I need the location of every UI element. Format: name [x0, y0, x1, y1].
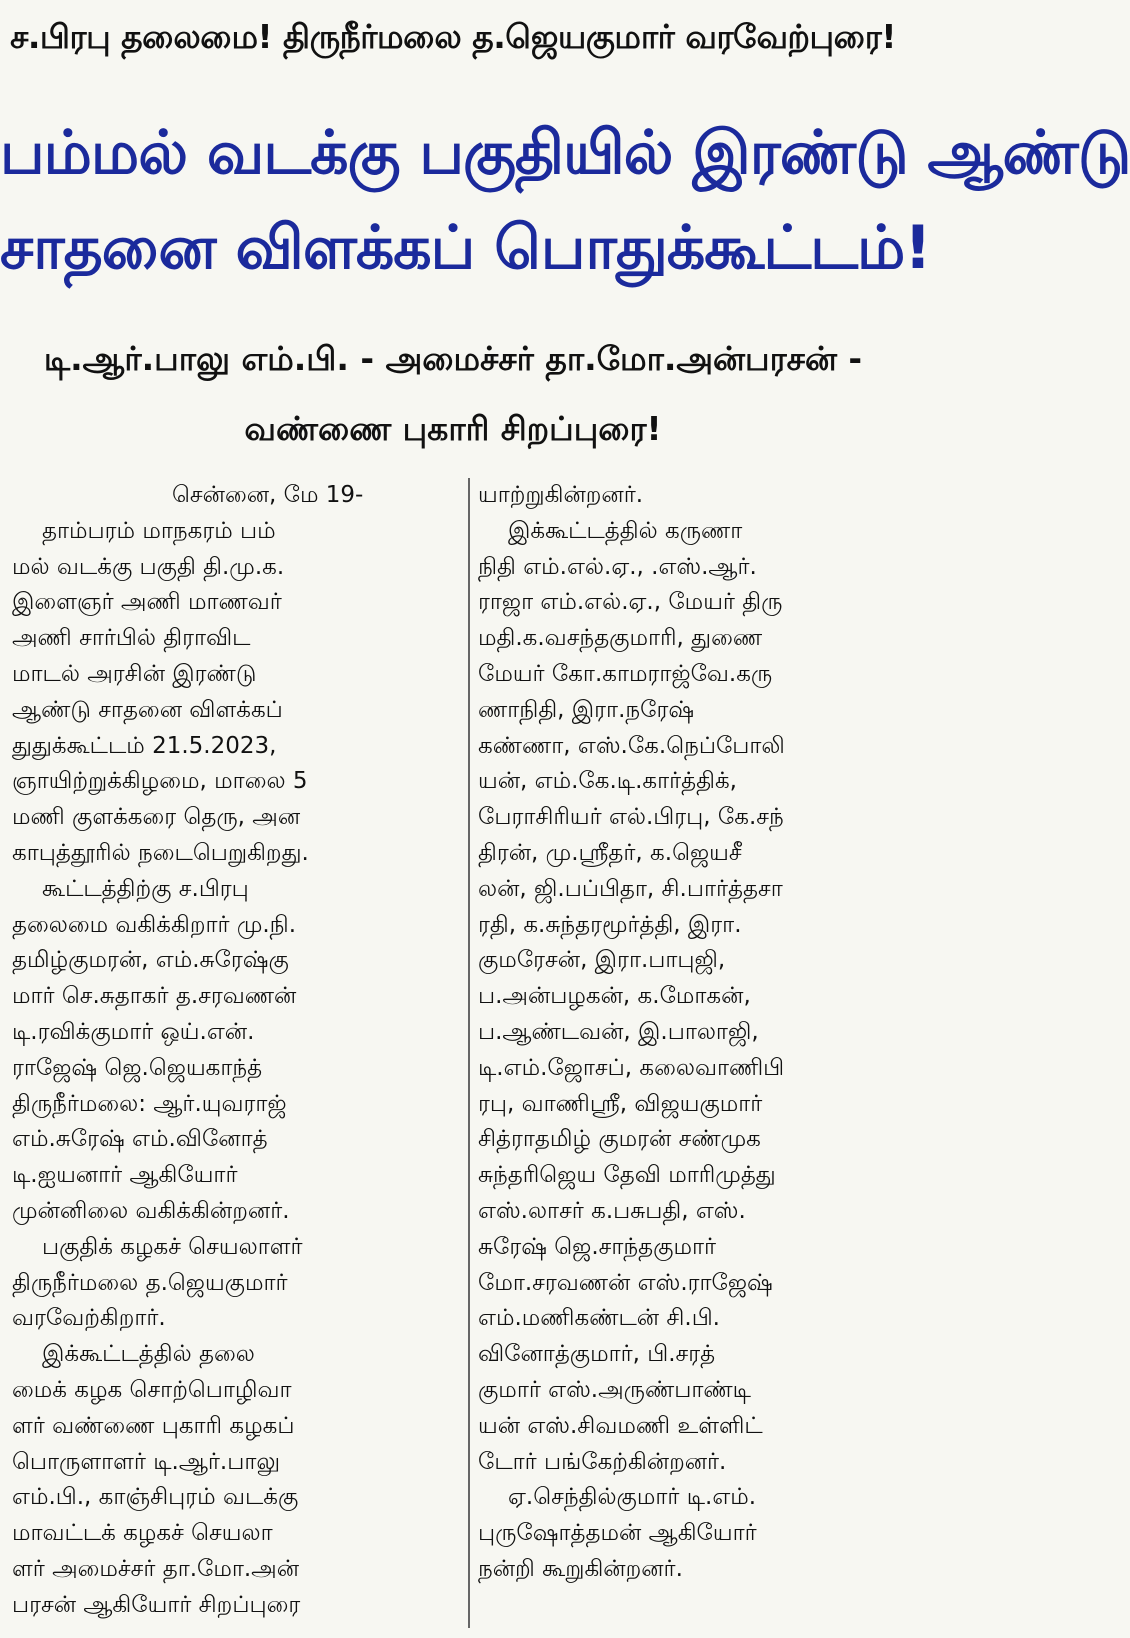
article-line: சித்ராதமிழ் குமரன் சண்முக — [478, 1126, 761, 1153]
article-line: திரன், மு.ஸ்ரீதர், க.ஜெயசீ — [478, 839, 742, 866]
article-line: டி.ரவிக்குமார் ஒய்.என். — [12, 1018, 255, 1045]
article-line: முன்னிலை வகிக்கின்றனர். — [12, 1197, 290, 1224]
subheadline-line-2: வண்ணை புகாரி சிறப்புரை! — [244, 409, 662, 448]
article-line: சுரேஷ் ஜெ.சாந்தகுமார் — [478, 1233, 716, 1260]
article-line: மல் வடக்கு பகுதி தி.மு.க. — [12, 553, 285, 580]
article-line: பொருளாளர் டி.ஆர்.பாலு — [12, 1448, 281, 1475]
article-line: மோ.சரவணன் எஸ்.ராஜேஷ் — [478, 1269, 773, 1296]
article-line: லன், ஜி.பப்பிதா, சி.பார்த்தசா — [478, 875, 783, 902]
article-line: மதி.க.வசந்தகுமாரி, துணை — [478, 625, 763, 652]
article-line: ஆண்டு சாதனை விளக்கப் — [12, 696, 283, 723]
article-line: அணி சார்பில் திராவிட — [12, 625, 251, 652]
article-line: ளர் அமைச்சர் தா.மோ.அன் — [12, 1555, 300, 1582]
article-line: ராஜேஷ் ஜெ.ஜெயகாந்த் — [12, 1054, 263, 1081]
article-line: நிதி எம்.எல்.ஏ., .எஸ்.ஆர். — [478, 553, 757, 580]
column-divider — [468, 478, 470, 1628]
article-column-right — [478, 478, 908, 1588]
article-line: தலைமை வகிக்கிறார் மு.நி. — [12, 911, 297, 938]
article-line: வரவேற்கிறார். — [12, 1305, 166, 1332]
article-line: மார் செ.சுதாகர் த.சரவணன் — [12, 983, 297, 1010]
article-line: துதுக்கூட்டம் 21.5.2023, — [12, 732, 277, 759]
article-line: புருஷோத்தமன் ஆகியோர் — [478, 1520, 757, 1547]
article-line: பேராசிரியர் எல்.பிரபு, கே.சந் — [478, 804, 784, 831]
article-line: இக்கூட்டத்தில் தலை — [42, 1341, 255, 1368]
article-line: எம்.பி., காஞ்சிபுரம் வடக்கு — [12, 1484, 299, 1511]
article-line: டோர் பங்கேற்கின்றனர். — [478, 1448, 727, 1475]
article-line: பரசன் ஆகியோர் சிறப்புரை — [12, 1591, 301, 1618]
article-line: ஞாயிற்றுக்கிழமை, மாலை 5 — [12, 768, 308, 795]
article-line: யன், எம்.கே.டி.கார்த்திக், — [478, 768, 737, 795]
article-line: பகுதிக் கழகச் செயலாளர் — [42, 1233, 303, 1260]
article-line: எம்.சுரேஷ் எம்.வினோத் — [12, 1126, 268, 1153]
article-line: கூட்டத்திற்கு ச.பிரபு — [42, 875, 249, 902]
article-line: ஏ.செந்தில்குமார் டி.எம். — [508, 1484, 757, 1511]
article-line: ரதி, க.சுந்தரமூர்த்தி, இரா. — [478, 911, 742, 938]
headline-line-2: சாதனை விளக்கப் பொதுக்கூட்டம்! — [0, 213, 931, 283]
article-line: குமரேசன், இரா.பாபுஜி, — [478, 947, 726, 974]
article-line: மாடல் அரசின் இரண்டு — [12, 660, 257, 687]
article-line: யாற்றுகின்றனர். — [478, 482, 644, 508]
article-line: திருநீர்மலை த.ஜெயகுமார் — [12, 1269, 288, 1296]
article-line: திருநீர்மலை: ஆர்.யுவராஜ் — [12, 1090, 287, 1117]
article-line: இக்கூட்டத்தில் கருணா — [508, 517, 743, 544]
article-line: ராஜா எம்.எல்.ஏ., மேயர் திரு — [478, 589, 783, 616]
article-line: எம்.மணிகண்டன் சி.பி. — [478, 1305, 720, 1332]
article-line: காபுத்தூரில் நடைபெறுகிறது. — [12, 839, 309, 866]
article-line: ப.அன்பழகன், க.மோகன், — [478, 983, 751, 1010]
subheadline-line-1: டி.ஆர்.பாலு எம்.பி. - அமைச்சர் தா.மோ.அன்பரசன் - — [43, 339, 863, 378]
article-line: ப.ஆண்டவன், இ.பாலாஜி, — [478, 1018, 759, 1045]
article-line: ணாநிதி, இரா.நரேஷ் — [478, 696, 695, 723]
dateline: சென்னை, மே 19- — [172, 482, 364, 508]
article-line: குமார் எஸ்.அருண்பாண்டி — [478, 1376, 751, 1403]
article-line: டி.எம்.ஜோசப், கலைவாணிபி — [478, 1054, 785, 1081]
article-line: மேயர் கோ.காமராஜ்வே.கரு — [478, 660, 773, 687]
article-line: மணி குளக்கரை தெரு, அன — [12, 804, 301, 831]
article-column-left — [12, 478, 442, 1624]
article-line: நன்றி கூறுகின்றனர். — [478, 1555, 683, 1582]
article-line: யன் எஸ்.சிவமணி உள்ளிட் — [478, 1412, 763, 1439]
article-line: கண்ணா, எஸ்.கே.நெப்போலி — [478, 732, 785, 759]
kicker-line: ச.பிரபு தலைமை! திருநீர்மலை த.ஜெயகுமார் வரவேற்புரை! — [10, 17, 896, 56]
article-line: எஸ்.லாசர் க.பசுபதி, எஸ். — [478, 1197, 746, 1224]
article-line: ரபு, வாணிஸ்ரீ, விஜயகுமார் — [478, 1090, 763, 1117]
article-line: வினோத்குமார், பி.சரத் — [478, 1341, 716, 1368]
article-line: தாம்பரம் மாநகரம் பம் — [42, 517, 276, 544]
article-line: மைக் கழக சொற்பொழிவா — [12, 1376, 292, 1403]
article-line: டி.ஐயனார் ஆகியோர் — [12, 1162, 238, 1189]
article-line: மாவட்டக் கழகச் செயலா — [12, 1520, 273, 1547]
headline-line-1: பம்மல் வடக்கு பகுதியில் இரண்டு ஆண்டு — [0, 118, 1130, 188]
article-line: ளர் வண்ணை புகாரி கழகப் — [12, 1412, 295, 1439]
article-line: தமிழ்குமரன், எம்.சுரேஷ்கு — [12, 947, 289, 974]
article-line: சுந்தரிஜெய தேவி மாரிமுத்து — [478, 1162, 776, 1189]
article-line: இளைஞர் அணி மாணவர் — [12, 589, 282, 616]
